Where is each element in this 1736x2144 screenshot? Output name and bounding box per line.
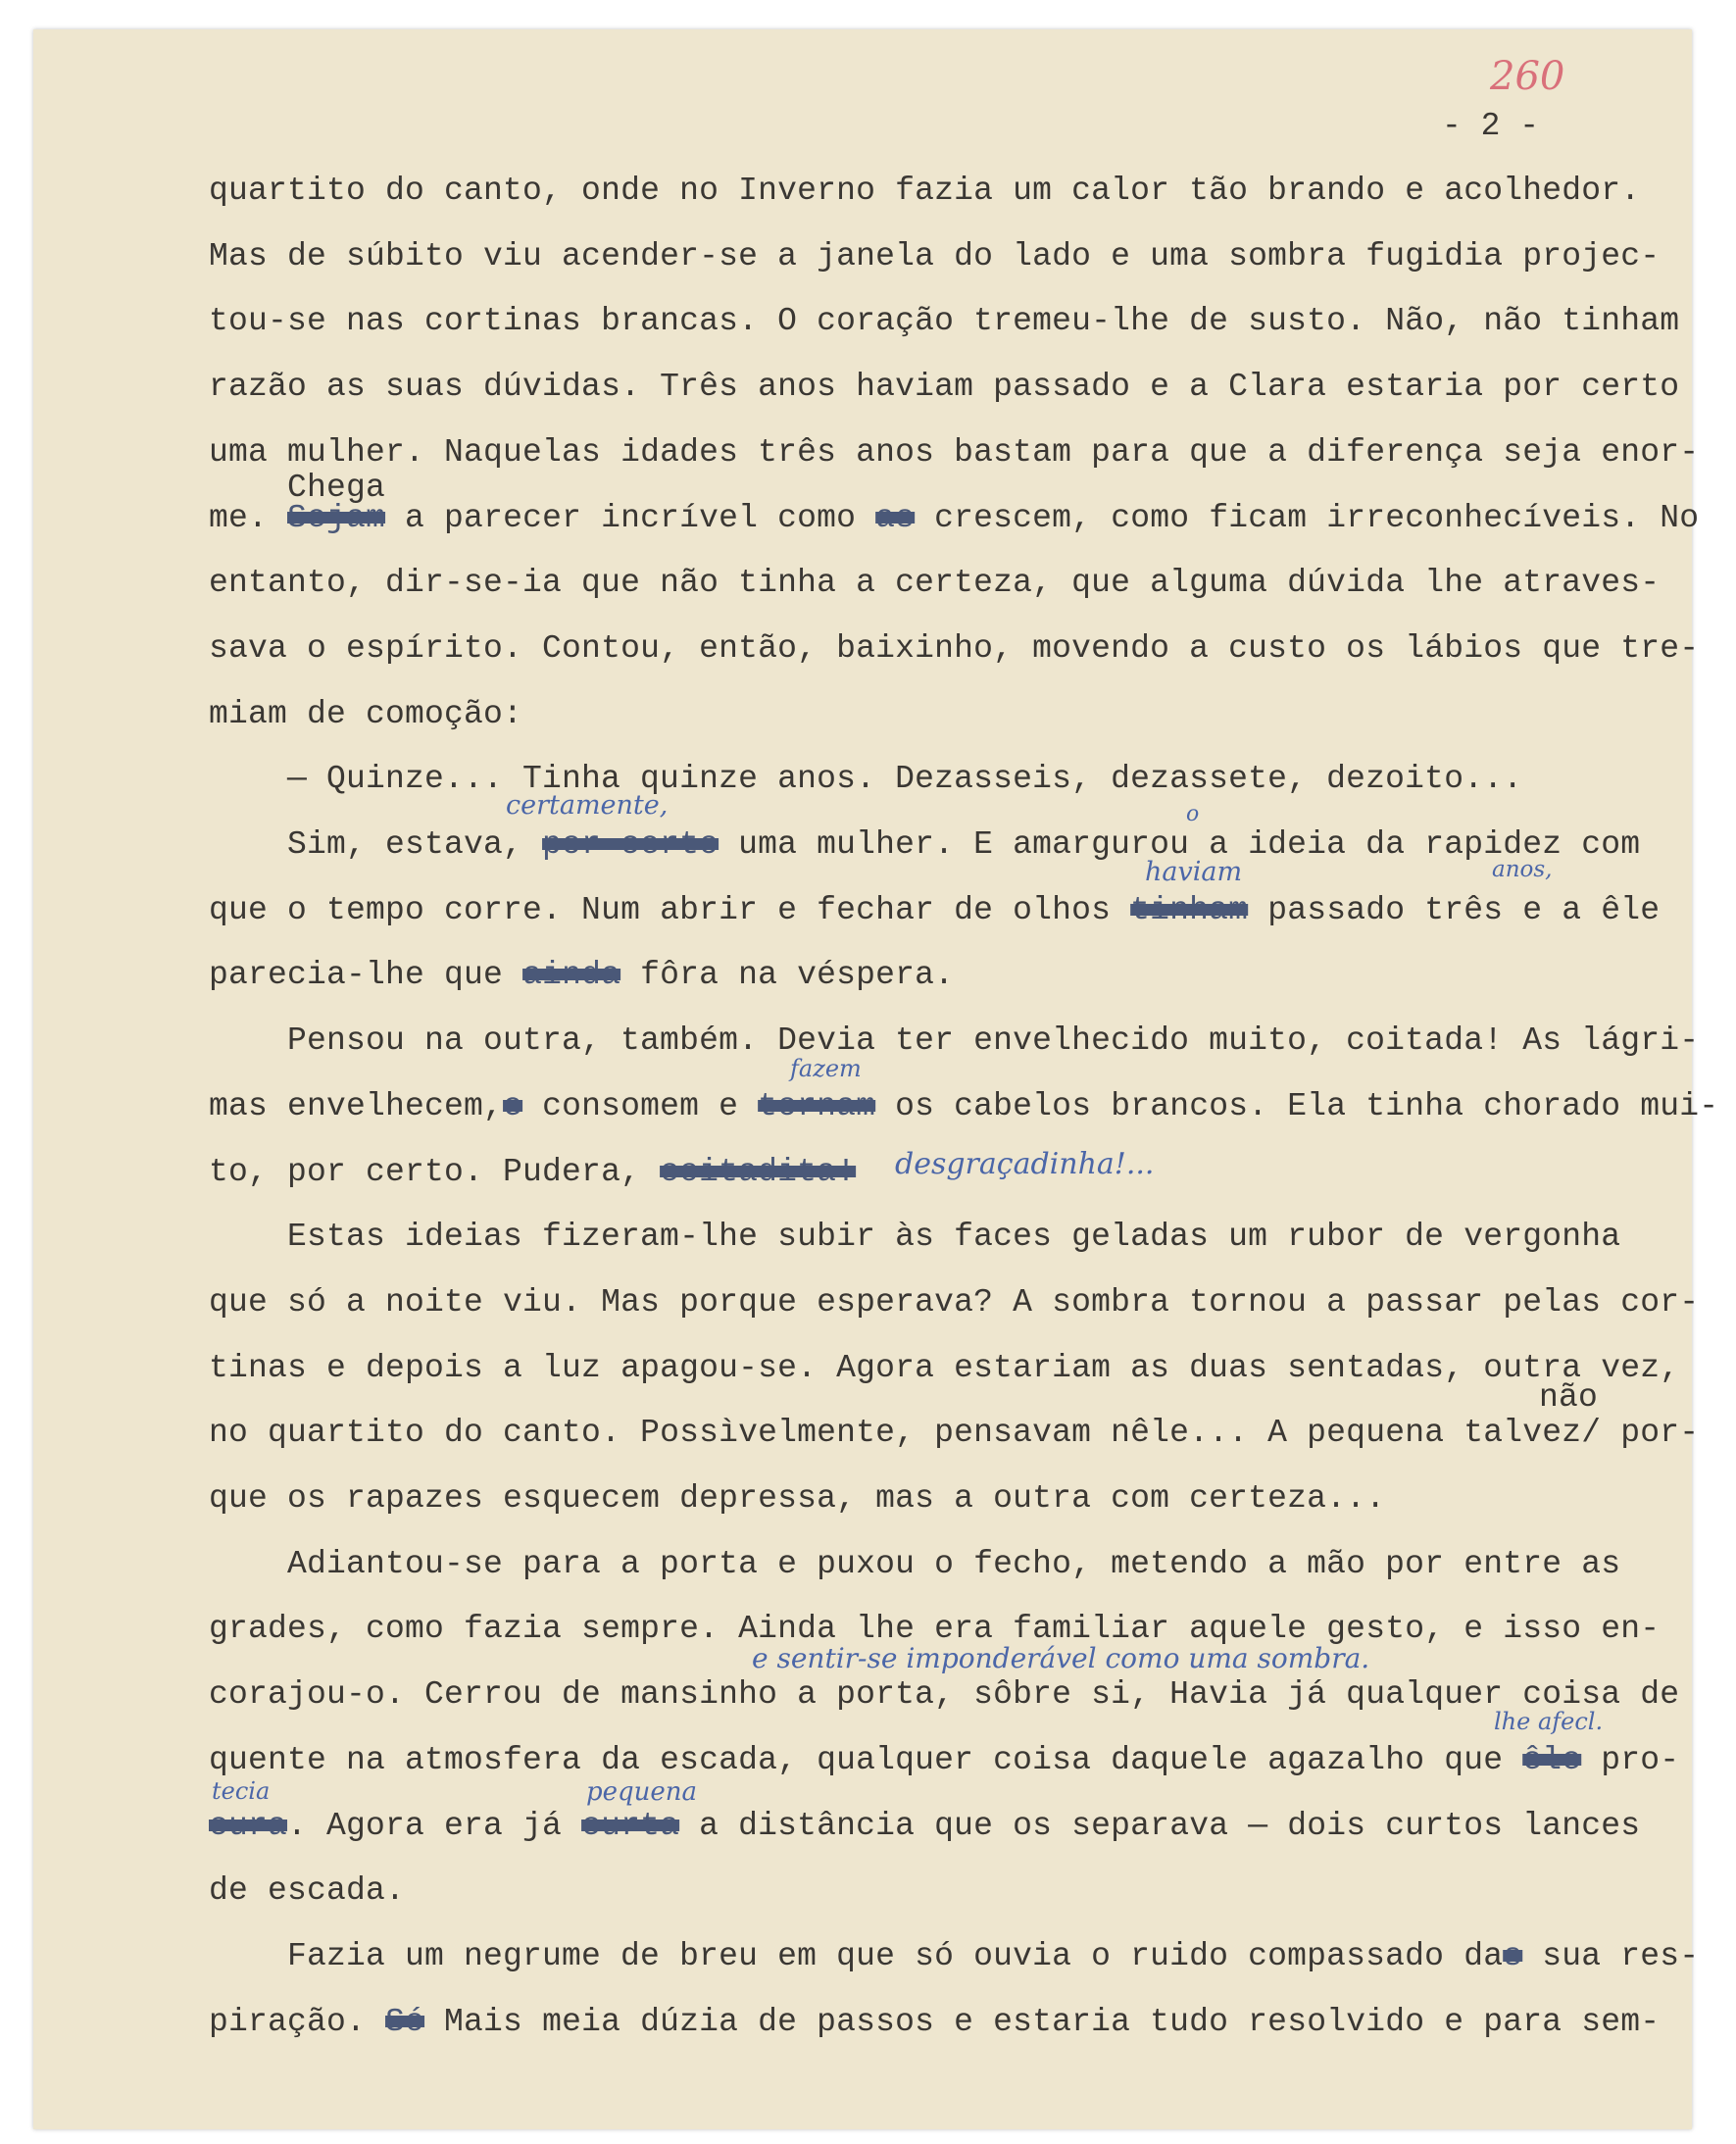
text-line — [209, 629, 1699, 669]
struck-out-word: por certo — [542, 826, 719, 863]
line-text: me. — [209, 499, 288, 536]
text-line — [287, 1937, 1699, 1976]
handwritten-o: o — [1186, 802, 1200, 826]
line-text: Fazia um negrume de breu em que só ouvia o ruido compassado da — [287, 1937, 1504, 1974]
text-line — [209, 499, 1699, 538]
text-line — [287, 1022, 1699, 1061]
line-text: fôra na véspera. — [620, 957, 955, 994]
line-text: crescem, como ficam irreconhecíveis. No — [915, 499, 1700, 536]
text-line — [209, 1807, 1640, 1846]
line-text: quartito do canto, onde no Inverno fazia um calor tão brando e acolhedor. — [209, 173, 1641, 209]
text-line — [209, 2003, 1660, 2042]
handwritten-certamente: certamente, — [506, 790, 669, 821]
text-line — [209, 1153, 856, 1192]
line-text: razão as suas dúvidas. Três anos haviam passado e a Clara estaria por certo — [209, 369, 1680, 406]
text-line — [209, 695, 522, 734]
line-text: . Agora era já — [287, 1807, 582, 1844]
line-text: — Quinze... Tinha quinze anos. Dezasseis, dezassete, dezoito... — [287, 761, 1523, 798]
text-line — [209, 1414, 1699, 1453]
struck-out-word: ainda — [522, 957, 621, 994]
struck-out-word: Sejam — [287, 499, 386, 536]
line-text: uma mulher. Naquelas idades três anos bastam para que a diferença seja enor- — [209, 433, 1700, 471]
text-line — [209, 1741, 1679, 1780]
struck-out-word: coitadita! — [660, 1153, 857, 1190]
text-line — [287, 1545, 1620, 1584]
line-text: corajou-o. Cerrou de mansinho a porta, sôbre si, Havia já qualquer coisa de — [209, 1676, 1680, 1714]
text-line — [287, 1218, 1620, 1257]
text-line — [287, 825, 1640, 865]
handwritten-desgracadinha: desgraçadinha!... — [895, 1147, 1155, 1181]
line-text: to, por certo. Pudera, — [209, 1153, 661, 1190]
handwritten-lhe-afecta: lhe afecl. — [1494, 1708, 1604, 1735]
text-line — [209, 1675, 1679, 1715]
line-text: Pensou na outra, também. Devia ter envelhecido muito, coitada! As lágri- — [287, 1022, 1700, 1060]
line-text: pro- — [1581, 1741, 1680, 1778]
struck-out-word: e — [503, 1087, 523, 1124]
line-text: piração. — [209, 2003, 386, 2040]
text-line — [209, 1349, 1679, 1388]
struck-out-word: Só — [385, 2003, 425, 2040]
line-text: mas envelhecem, — [209, 1087, 504, 1124]
line-text: uma mulher. E amargurou a ideia da rapidez com — [719, 826, 1641, 863]
struck-out-word: curta — [581, 1807, 680, 1844]
line-text: de escada. — [209, 1872, 406, 1910]
line-text: parecia-lhe que — [209, 957, 523, 994]
line-text: a distância que os separava — dois curtos lances — [679, 1807, 1641, 1844]
line-text: Adiantou-se para a porta e puxou o fecho, metendo a mão por entre as — [287, 1545, 1621, 1582]
handwritten-haviam: haviam — [1145, 857, 1243, 887]
line-text: Mas de súbito viu acender-se a janela do lado e uma sombra fugidia projec- — [209, 237, 1661, 274]
line-text: tinas e depois a luz apagou-se. Agora estariam as duas sentadas, outra vez, — [209, 1349, 1680, 1386]
line-text: os cabelos brancos. Ela tinha chorado mui- — [875, 1087, 1719, 1124]
handwritten-pequena: pequena — [586, 1777, 698, 1807]
handwritten-sentir-se-imponderavel: e sentir-se imponderável como uma sombra. — [752, 1642, 1370, 1674]
text-line — [209, 1283, 1699, 1322]
struck-out-word: cura — [209, 1807, 288, 1844]
page-number: - 2 - — [1442, 108, 1540, 144]
handwritten-tecia: tecia — [212, 1777, 271, 1805]
line-text: que os rapazes esquecem depressa, mas a outra com certeza... — [209, 1480, 1386, 1517]
line-text: tou-se nas cortinas brancas. O coração tremeu-lhe de susto. Não, não tinham — [209, 303, 1680, 340]
line-text: quente na atmosfera da escada, qualquer coisa daquele agazalho que — [209, 1741, 1523, 1778]
text-line — [209, 1871, 405, 1911]
text-line — [209, 172, 1640, 211]
text-line — [209, 237, 1660, 276]
line-text: Sim, estava, — [287, 826, 543, 863]
line-text: entanto, dir-se-ia que não tinha a certeza, que alguma dúvida lhe atraves- — [209, 565, 1661, 602]
text-line — [209, 891, 1660, 930]
text-line — [209, 302, 1679, 341]
archive-folio-number: 260 — [1490, 54, 1565, 99]
handwritten-fazem: fazem — [790, 1055, 862, 1082]
line-text: passado três e a êle — [1248, 891, 1661, 928]
text-line — [209, 1479, 1385, 1519]
typed-insertion-chega: Chega — [287, 470, 386, 506]
line-text: sua res- — [1522, 1937, 1700, 1974]
text-line — [209, 1087, 1718, 1126]
line-text: a parecer incrível como — [385, 499, 876, 536]
text-line — [209, 433, 1699, 473]
line-text: Mais meia dúzia de passos e estaria tudo resolvido e para sem- — [424, 2003, 1661, 2040]
line-text: Estas ideias fizeram-lhe subir às faces geladas um rubor de vergonha — [287, 1219, 1621, 1256]
line-text: no quartito do canto. Possìvelmente, pensavam nêle... A pequena talvez/ por- — [209, 1415, 1700, 1452]
line-text: grades, como fazia sempre. Ainda lhe era familiar aquele gesto, e isso en- — [209, 1611, 1661, 1648]
struck-out-word: as — [875, 499, 916, 536]
line-text: que o tempo corre. Num abrir e fechar de olhos — [209, 891, 1131, 928]
handwritten-anos: anos, — [1492, 857, 1553, 882]
line-text: consomem e — [522, 1087, 759, 1124]
typed-insertion-nao: não — [1539, 1379, 1599, 1416]
line-text: miam de comoção: — [209, 695, 523, 732]
text-line — [209, 956, 954, 995]
struck-out-word: êle — [1522, 1741, 1582, 1778]
text-line — [209, 368, 1679, 407]
line-text: sava o espírito. Contou, então, baixinho, movendo a custo os lábios que tre- — [209, 629, 1700, 667]
line-text: que só a noite viu. Mas porque esperava? A sombra tornou a passar pelas cor- — [209, 1283, 1700, 1321]
text-line — [209, 564, 1660, 603]
struck-out-word: tornam — [758, 1087, 876, 1124]
struck-out-word: tinham — [1130, 891, 1249, 928]
text-line — [287, 760, 1522, 799]
struck-out-word: s — [1503, 1937, 1523, 1974]
